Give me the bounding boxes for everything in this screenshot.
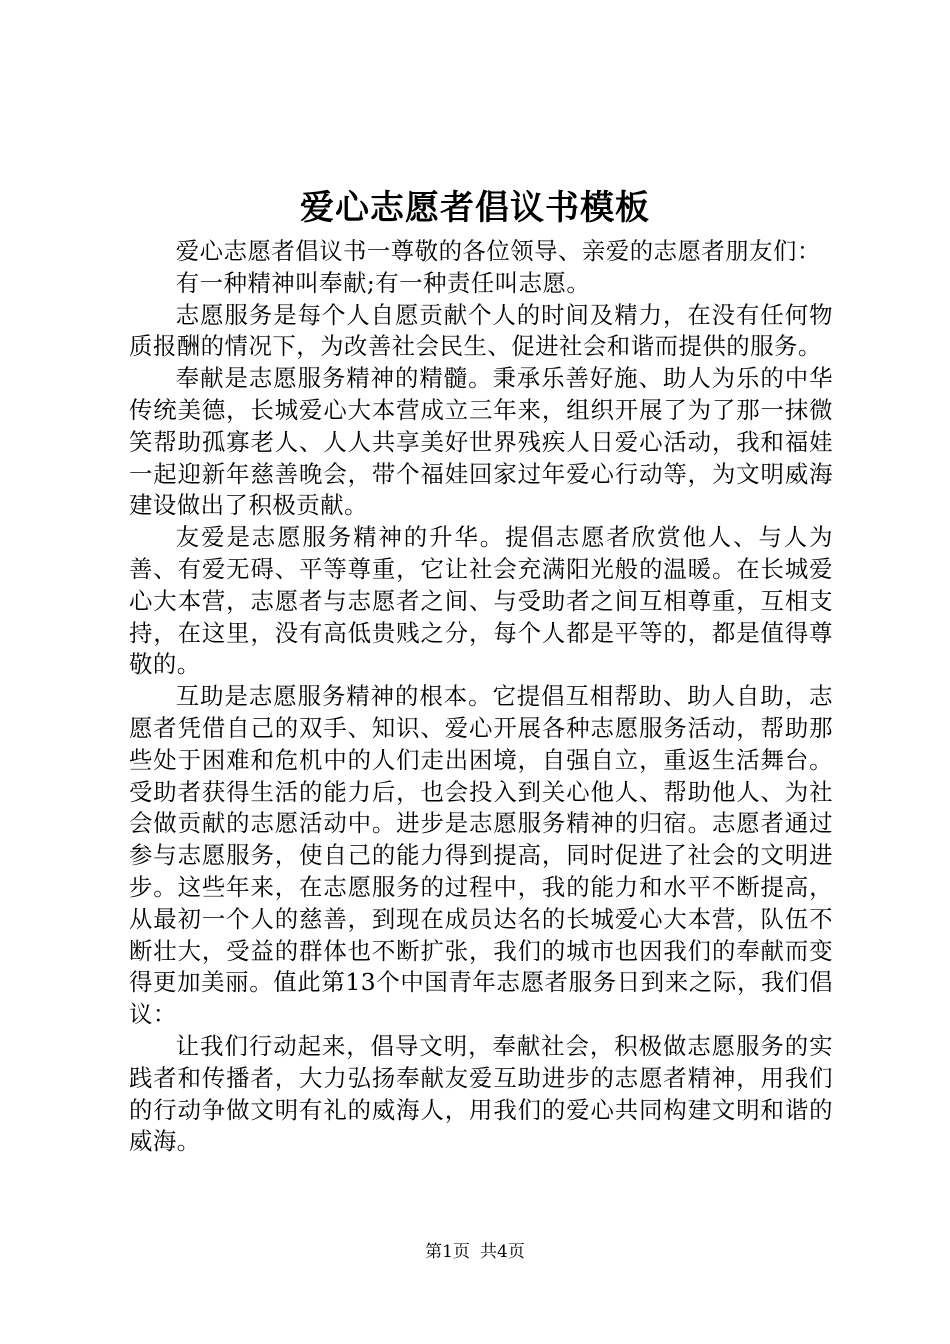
paragraph: 志愿服务是每个人自愿贡献个人的时间及精力，在没有任何物质报酬的情况下，为改善社会民生、促进社会和谐而提供的服务。 — [129, 300, 833, 361]
paragraph: 友爱是志愿服务精神的升华。提倡志愿者欣赏他人、与人为善、有爱无碍、平等尊重，它让社会充满阳光般的温暖。在长城爱心大本营，志愿者与志愿者之间、与受助者之间互相尊重，互相支持，在这里，没有高低贵贱之分，每个人都是平等的，都是值得尊敬的。 — [129, 523, 833, 679]
paragraph: 互助是志愿服务精神的根本。它提倡互相帮助、助人自助，志愿者凭借自己的双手、知识、爱心开展各种志愿服务活动，帮助那些处于困难和危机中的人们走出困境，自强自立，重返生活舞台。受助者获得生活的能力后，也会投入到关心他人、帮助他人、为社会做贡献的志愿活动中。进步是志愿服务精神的归宿。志愿者通过参与志愿服务，使自己的能力得到提高，同时促进了社会的文明进步。这些年来，在志愿服务的过程中，我的能力和水平不断提高，从最初一个人的慈善，到现在成员达名的长城爱心大本营，队伍不断壮大，受益的群体也不断扩张，我们的城市也因我们的奉献而变得更加美丽。值此第13个中国青年志愿者服务日到来之际，我们倡议： — [129, 682, 833, 1029]
page-footer — [0, 1240, 950, 1264]
document-title: 爱心志愿者倡议书模板 — [300, 188, 650, 228]
paragraph: 有一种精神叫奉献;有一种责任叫志愿。 — [175, 268, 591, 297]
document-body — [129, 236, 833, 1158]
page-total: 共4页 — [480, 1242, 525, 1262]
paragraph: 爱心志愿者倡议书一尊敬的各位领导、亲爱的志愿者朋友们： — [175, 237, 821, 265]
paragraph: 让我们行动起来，倡导文明，奉献社会，积极做志愿服务的实践者和传播者，大力弘扬奉献友爱互助进步的志愿者精神，用我们的行动争做文明有礼的威海人，用我们的爱心共同构建文明和谐的威海。 — [129, 1031, 833, 1156]
page-number: 第1页 — [425, 1242, 470, 1262]
paragraph: 奉献是志愿服务精神的精髓。秉承乐善好施、助人为乐的中华传统美德，长城爱心大本营成立三年来，组织开展了为了那一抹微笑帮助孤寡老人、人人共享美好世界残疾人日爱心活动，我和福娃一起迎新年慈善晚会，带个福娃回家过年爱心行动等，为文明威海建设做出了积极贡献。 — [129, 364, 833, 520]
